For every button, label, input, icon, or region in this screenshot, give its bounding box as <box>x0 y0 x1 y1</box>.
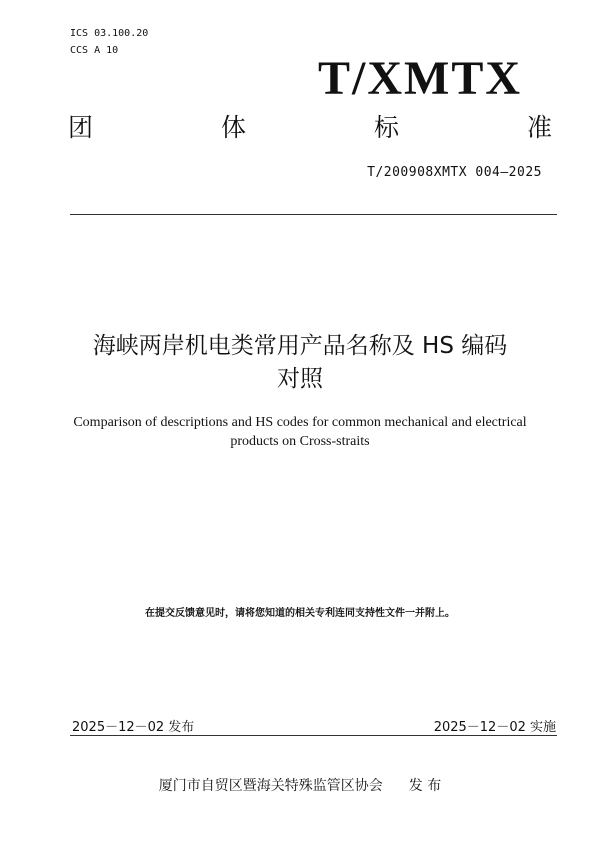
issuer-verb: 发 布 <box>408 778 442 794</box>
issue-date: 2025－12－02 发布 <box>72 720 195 735</box>
ics-code: ICS 03.100.20 <box>70 28 149 39</box>
issuer-name: 厦门市自贸区暨海关特殊监管区协会 <box>158 778 383 794</box>
english-title <box>60 413 540 451</box>
footer-divider <box>70 735 557 736</box>
english-title-line: products on Cross-straits <box>230 434 370 449</box>
standard-type <box>68 115 552 140</box>
implementation-date: 2025－12－02 实施 <box>433 720 556 735</box>
chinese-title <box>60 330 540 396</box>
standard-type-char: 准 <box>526 113 552 142</box>
organization-code: T/XMTX <box>318 52 522 105</box>
standard-number: T/200908XMTX 004—2025 <box>367 165 542 180</box>
issuer <box>60 775 540 795</box>
standard-type-char: 体 <box>220 113 246 142</box>
chinese-title-line: 对照 <box>277 366 323 392</box>
english-title-line: Comparison of descriptions and HS codes for common mechanical and electrical <box>73 415 527 430</box>
standard-type-char: 标 <box>373 113 399 142</box>
ccs-code: CCS A 10 <box>70 45 119 56</box>
chinese-title-line: 海峡两岸机电类常用产品名称及 HS 编码 <box>92 333 508 359</box>
patent-notice: 在提交反馈意见时，请将您知道的相关专利连同支持性文件一并附上。 <box>145 608 455 619</box>
standard-type-char: 团 <box>68 113 94 142</box>
header-divider <box>70 214 557 215</box>
